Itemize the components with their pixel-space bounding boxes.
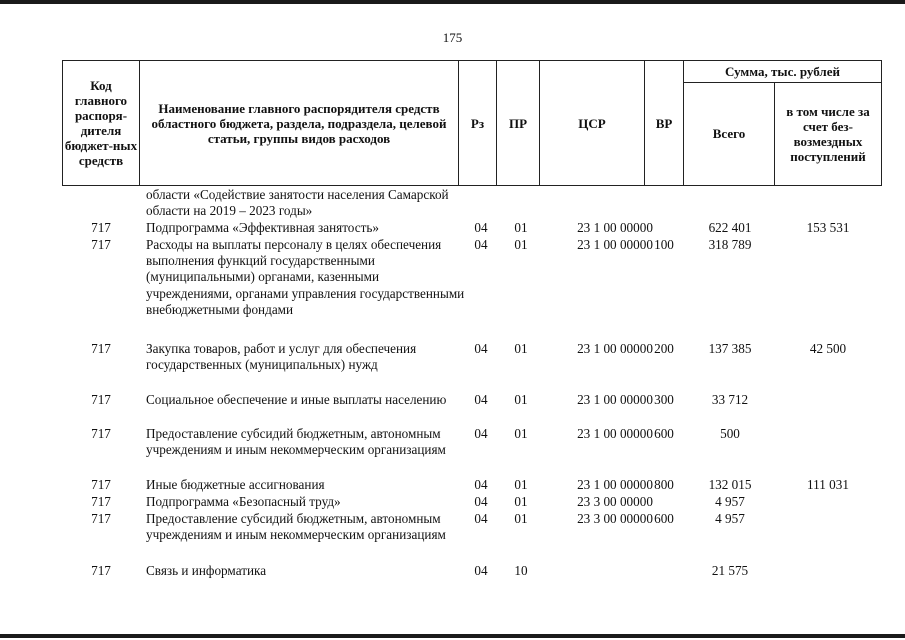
cell-code: 717 bbox=[91, 220, 111, 235]
cell-total: 132 015 bbox=[708, 477, 752, 492]
cell-vr: 600 bbox=[654, 511, 674, 526]
cell-code: 717 bbox=[91, 477, 111, 492]
cell-csr: 23 3 00 00000 bbox=[577, 511, 653, 526]
header-sum-group: Сумма, тыс. рублей bbox=[725, 64, 840, 79]
cell-incl: 42 500 bbox=[809, 341, 847, 356]
cell-rz: 04 bbox=[474, 563, 488, 578]
cell-rz: 04 bbox=[474, 392, 488, 407]
cell-vr: 200 bbox=[654, 341, 674, 356]
cell-name: Социальное обеспечение и иные выплаты населению bbox=[146, 392, 447, 407]
cell-name: Расходы на выплаты персоналу в целях обеспечения выполнения функций государственными (муниципальными) органами, казенными учреждениями, органами управления государственными внебюджетными фондами bbox=[146, 237, 465, 317]
cell-code: 717 bbox=[91, 563, 111, 578]
cell-rz: 04 bbox=[474, 477, 488, 492]
cell-total: 318 789 bbox=[708, 237, 752, 252]
header-code: Код главного распоря-дителя бюджет-ных средств bbox=[64, 78, 138, 168]
cell-code: 717 bbox=[91, 341, 111, 356]
cell-pr: 01 bbox=[514, 341, 528, 356]
cell-pr: 01 bbox=[514, 494, 528, 509]
cell-rz: 04 bbox=[474, 341, 488, 356]
top-border-rule bbox=[0, 0, 905, 4]
header-vr: ВР bbox=[655, 115, 673, 131]
cell-total: 21 575 bbox=[711, 563, 749, 578]
cell-rz: 04 bbox=[474, 426, 488, 441]
table-divider bbox=[139, 60, 140, 186]
header-csr: ЦСР bbox=[578, 115, 606, 131]
cell-csr: 23 1 00 00000 bbox=[577, 477, 653, 492]
cell-csr: 23 1 00 00000 bbox=[577, 426, 653, 441]
cell-code: 717 bbox=[91, 237, 111, 252]
cell-rz: 04 bbox=[474, 494, 488, 509]
cell-total: 137 385 bbox=[708, 341, 752, 356]
cell-vr: 300 bbox=[654, 392, 674, 407]
cell-vr: 600 bbox=[654, 426, 674, 441]
cell-vr: 800 bbox=[654, 477, 674, 492]
cell-total: 500 bbox=[720, 426, 740, 441]
cell-name: Связь и информатика bbox=[146, 563, 267, 578]
header-pr: ПР bbox=[508, 115, 528, 131]
cell-name: Иные бюджетные ассигнования bbox=[146, 477, 325, 492]
cell-pr: 01 bbox=[514, 426, 528, 441]
header-name: Наименование главного распорядителя средств областного бюджета, раздела, подраздела, целевой статьи, группы видов расходов bbox=[151, 100, 447, 146]
cell-incl: 153 531 bbox=[806, 220, 850, 235]
cell-pr: 01 bbox=[514, 237, 528, 252]
cell-rz: 04 bbox=[474, 220, 488, 235]
cell-total: 622 401 bbox=[708, 220, 752, 235]
cell-pr: 01 bbox=[514, 220, 528, 235]
cell-name: Подпрограмма «Безопасный труд» bbox=[146, 494, 341, 509]
cell-rz: 04 bbox=[474, 237, 488, 252]
cell-name: Предоставление субсидий бюджетным, автономным учреждениям и иным некоммерческим организациям bbox=[146, 426, 446, 458]
cell-code: 717 bbox=[91, 511, 111, 526]
cell-incl: 111 031 bbox=[807, 477, 849, 492]
cell-name: Подпрограмма «Эффективная занятость» bbox=[146, 220, 379, 235]
cell-pr: 01 bbox=[514, 511, 528, 526]
header-rz: Рз bbox=[470, 115, 485, 131]
cell-name: Закупка товаров, работ и услуг для обеспечения государственных (муниципальных) нужд bbox=[146, 341, 417, 373]
cell-code: 717 bbox=[91, 494, 111, 509]
cell-csr: 23 1 00 00000 bbox=[577, 392, 653, 407]
header-incl: в том числе за счет без-возмездных поступлений bbox=[786, 103, 870, 164]
table-divider bbox=[774, 82, 775, 186]
cell-name: области «Содействие занятости населения Самарской области на 2019 – 2023 годы» bbox=[146, 187, 449, 219]
cell-pr: 01 bbox=[514, 477, 528, 492]
cell-vr: 100 bbox=[654, 237, 674, 252]
page-number: 175 bbox=[442, 30, 463, 45]
cell-code: 717 bbox=[91, 392, 111, 407]
bottom-border-rule bbox=[0, 634, 905, 638]
cell-code: 717 bbox=[91, 426, 111, 441]
cell-total: 33 712 bbox=[711, 392, 749, 407]
cell-csr: 23 1 00 00000 bbox=[577, 220, 653, 235]
cell-pr: 01 bbox=[514, 392, 528, 407]
cell-csr: 23 1 00 00000 bbox=[577, 341, 653, 356]
header-total: Всего bbox=[712, 126, 746, 141]
cell-pr: 10 bbox=[514, 563, 528, 578]
cell-rz: 04 bbox=[474, 511, 488, 526]
cell-csr: 23 1 00 00000 bbox=[577, 237, 653, 252]
cell-total: 4 957 bbox=[715, 494, 745, 509]
cell-total: 4 957 bbox=[715, 511, 745, 526]
cell-csr: 23 3 00 00000 bbox=[577, 494, 653, 509]
cell-name: Предоставление субсидий бюджетным, автономным учреждениям и иным некоммерческим организациям bbox=[146, 511, 446, 543]
